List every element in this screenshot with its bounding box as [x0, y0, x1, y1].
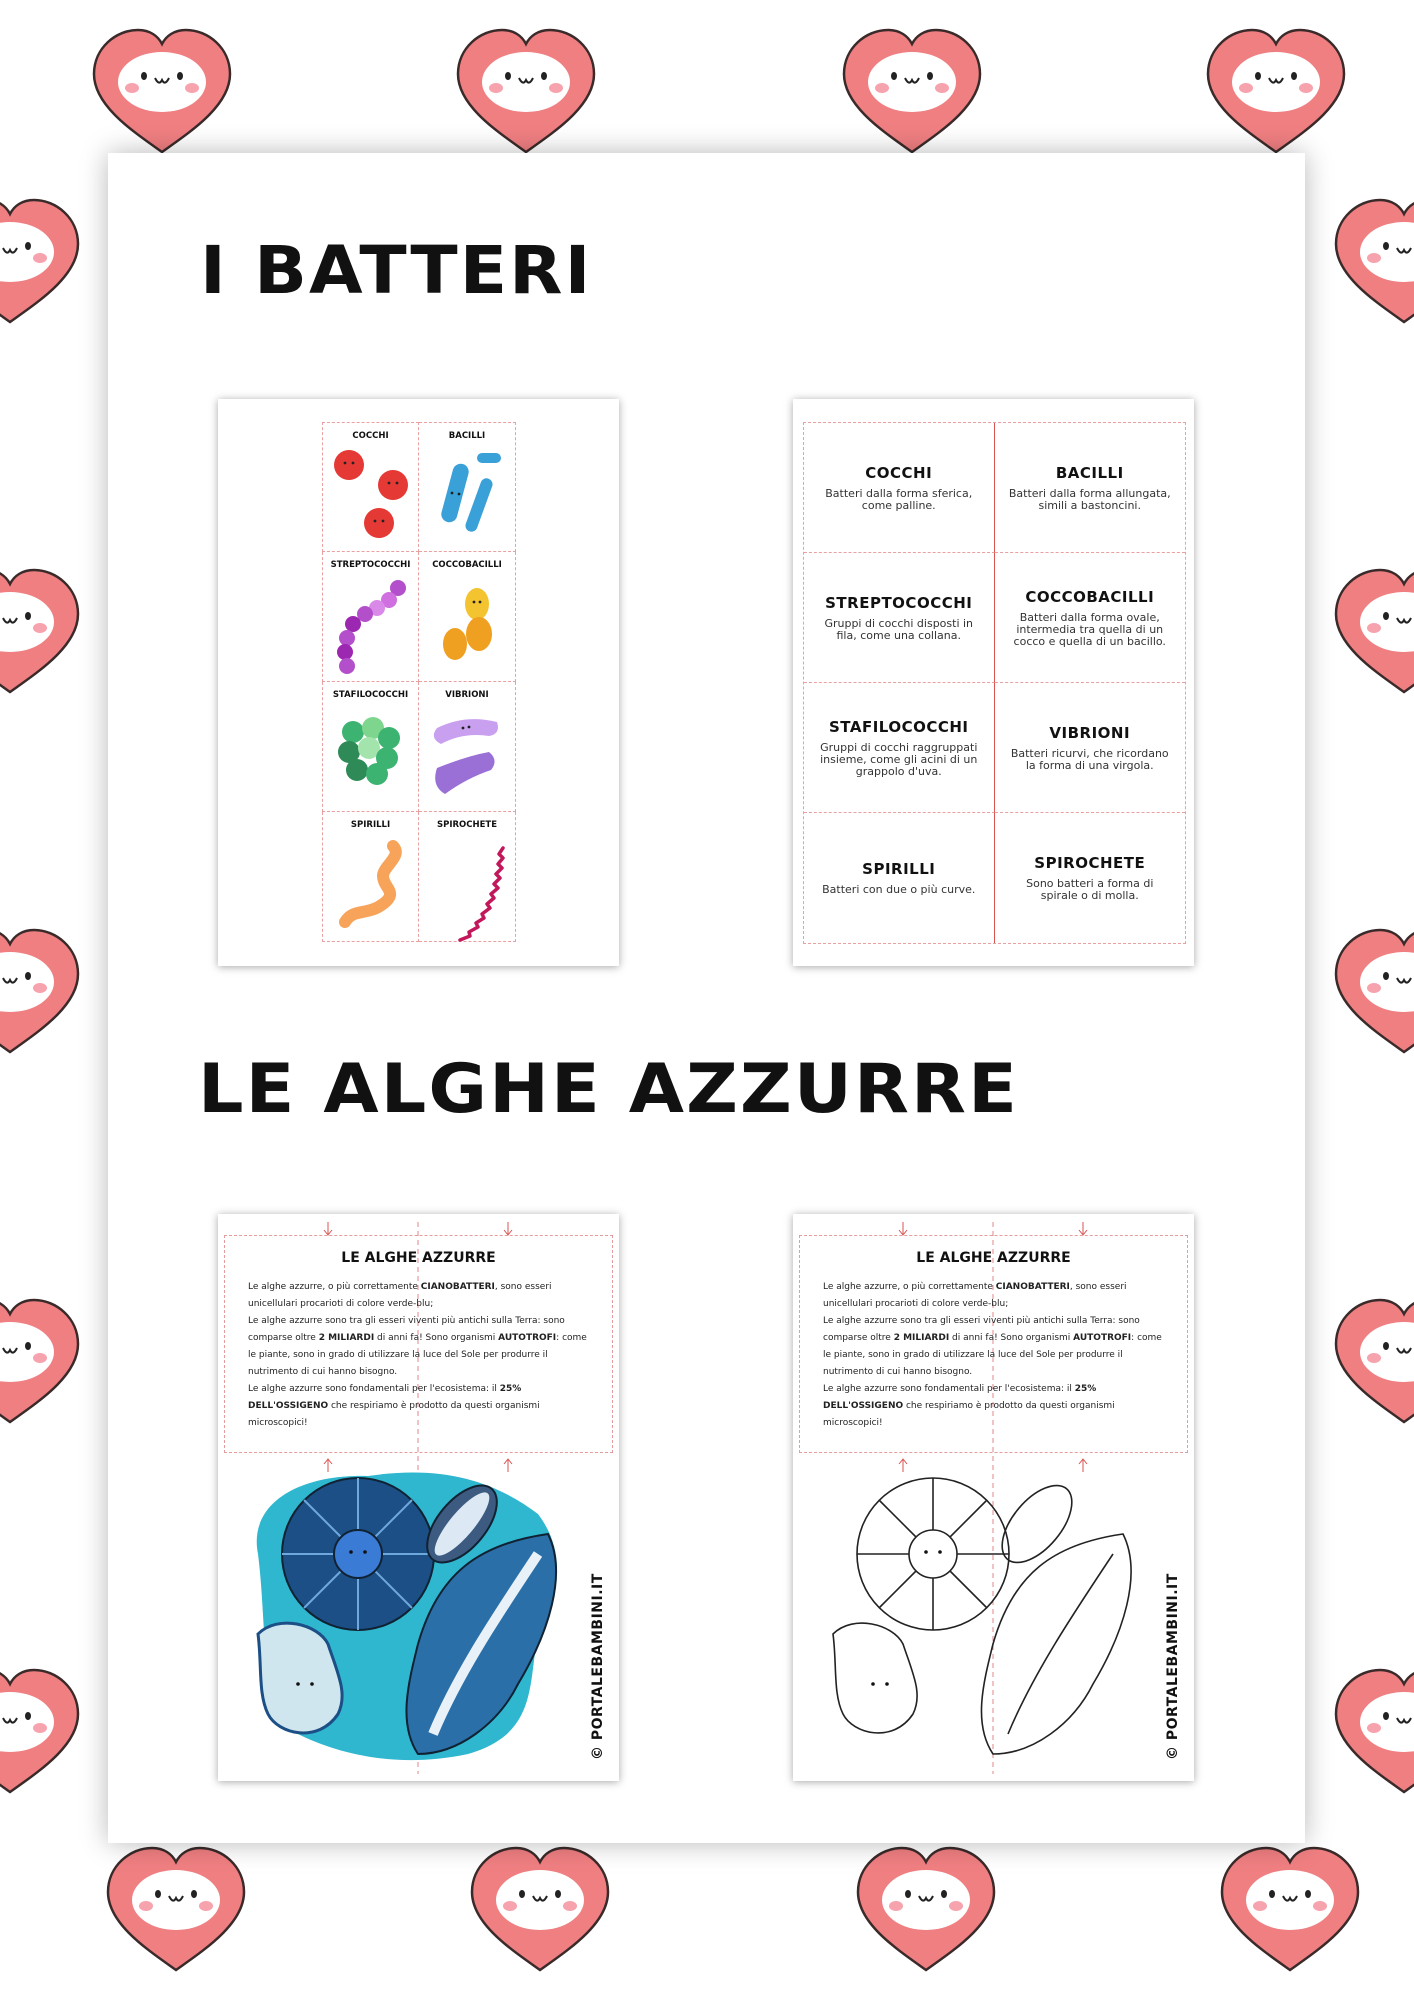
card-coccobacilli	[419, 552, 516, 682]
definition-text: Gruppi di cocchi disposti in fila, come una collana.	[824, 616, 974, 642]
algae-card-colored-thumbnail[interactable]	[218, 1214, 619, 1781]
algae-illustration	[793, 1214, 1194, 1781]
algae-illustration	[218, 1214, 619, 1781]
definition-card	[995, 423, 1186, 553]
definition-card	[804, 813, 995, 943]
algae-description: Le alghe azzurre, o più correttamente CIANOBATTERI, sono esseri unicellulari procarioti di colore verde-blu; Le alghe azzurre sono tra gli esseri viventi più antichi sulla Terra: sono comparse oltre 2 MILIARDI di anni fa! Sono organismi AUTOTROFI: come le piante, sono in grado di utilizzare la luce del Sole per produrre il nutrimento di cui hanno bisogno. Le alghe azzurre sono fondamentali per l'ecosistema: il 25% DELL'OSSIGENO che respiriamo è prodotto da questi organismi microscopici!	[823, 1282, 1162, 1428]
card-vibrioni	[419, 682, 516, 812]
card-label: VIBRIONI	[445, 690, 489, 700]
streptococchi-icon	[323, 552, 420, 682]
definition-card	[804, 683, 995, 813]
definition-text: Batteri dalla forma ovale, intermedia tra quella di un cocco e quella di un bacillo.	[1013, 610, 1166, 648]
spirochete-icon	[419, 812, 516, 942]
definition-title: BACILLI	[1055, 463, 1124, 482]
stafilococchi-icon	[323, 682, 420, 812]
card-label: COCCHI	[352, 431, 389, 441]
card-bacilli	[419, 422, 516, 552]
card-label: STREPTOCOCCHI	[330, 560, 411, 570]
card-label: STAFILOCOCCHI	[332, 690, 409, 700]
definition-title: COCCOBACILLI	[1025, 587, 1155, 606]
card-cocchi	[322, 422, 419, 552]
card-label: COCCOBACILLI	[432, 560, 502, 570]
definition-title: VIBRIONI	[1049, 723, 1131, 742]
bacteria-picture-cards-thumbnail[interactable]	[218, 399, 619, 966]
definition-title: STAFILOCOCCHI	[829, 717, 969, 736]
definition-title: STREPTOCOCCHI	[825, 593, 973, 612]
card-label: SPIRILLI	[350, 820, 391, 830]
cocchi-icon	[323, 423, 420, 553]
definition-card	[804, 553, 995, 683]
card-spirochete	[419, 812, 516, 942]
definition-title: SPIRILLI	[862, 860, 936, 878]
definition-text: Batteri ricurvi, che ricordano la forma di una virgola.	[1010, 746, 1169, 772]
credit-text: © PORTALEBAMBINI.IT	[1165, 1573, 1181, 1760]
definition-text: Sono batteri a forma di spirale o di molla.	[1026, 877, 1154, 902]
definition-title: SPIROCHETE	[1034, 854, 1146, 872]
definition-card	[995, 553, 1186, 683]
definition-card	[995, 683, 1186, 813]
definition-text: Batteri con due o più curve.	[822, 883, 976, 896]
definition-text: Batteri dalla forma sferica, come palline.	[825, 486, 973, 512]
bacteria-definitions-thumbnail[interactable]	[793, 399, 1194, 966]
card-stafilococchi	[322, 682, 419, 812]
vibrioni-icon	[419, 682, 516, 812]
algae-card-title: LE ALGHE AZZURRE	[341, 1250, 496, 1266]
definition-title: COCCHI	[865, 463, 933, 482]
definition-text: Gruppi di cocchi raggruppati insieme, come gli acini di un grappolo d'uva.	[820, 740, 978, 778]
card-label: BACILLI	[448, 431, 486, 441]
algae-card-title: LE ALGHE AZZURRE	[916, 1250, 1071, 1266]
credit-text: © PORTALEBAMBINI.IT	[590, 1573, 606, 1760]
batteri-heading: I BATTERI	[200, 232, 593, 309]
algae-description: Le alghe azzurre, o più correttamente CIANOBATTERI, sono esseri unicellulari procarioti di colore verde-blu; Le alghe azzurre sono tra gli esseri viventi più antichi sulla Terra: sono comparse oltre 2 MILIARDI di anni fa! Sono organismi AUTOTROFI: come le piante, sono in grado di utilizzare la luce del Sole per produrre il nutrimento di cui hanno bisogno. Le alghe azzurre sono fondamentali per l'ecosistema: il 25% DELL'OSSIGENO che respiriamo è prodotto da questi organismi microscopici!	[248, 1282, 587, 1428]
definition-card	[995, 813, 1186, 943]
card-label: SPIROCHETE	[436, 820, 498, 830]
definition-card-grid	[803, 422, 1186, 944]
bacilli-icon	[419, 423, 516, 553]
definition-text: Batteri dalla forma allungata, simili a bastoncini.	[1008, 486, 1171, 512]
card-spirilli	[322, 812, 419, 942]
coccobacilli-icon	[419, 552, 516, 682]
card-streptococchi	[322, 552, 419, 682]
alghe-heading: LE ALGHE AZZURRE	[198, 1050, 1020, 1129]
spirilli-icon	[323, 812, 420, 942]
algae-card-outline-thumbnail[interactable]	[793, 1214, 1194, 1781]
definition-card	[804, 423, 995, 553]
picture-card-grid	[322, 422, 516, 942]
